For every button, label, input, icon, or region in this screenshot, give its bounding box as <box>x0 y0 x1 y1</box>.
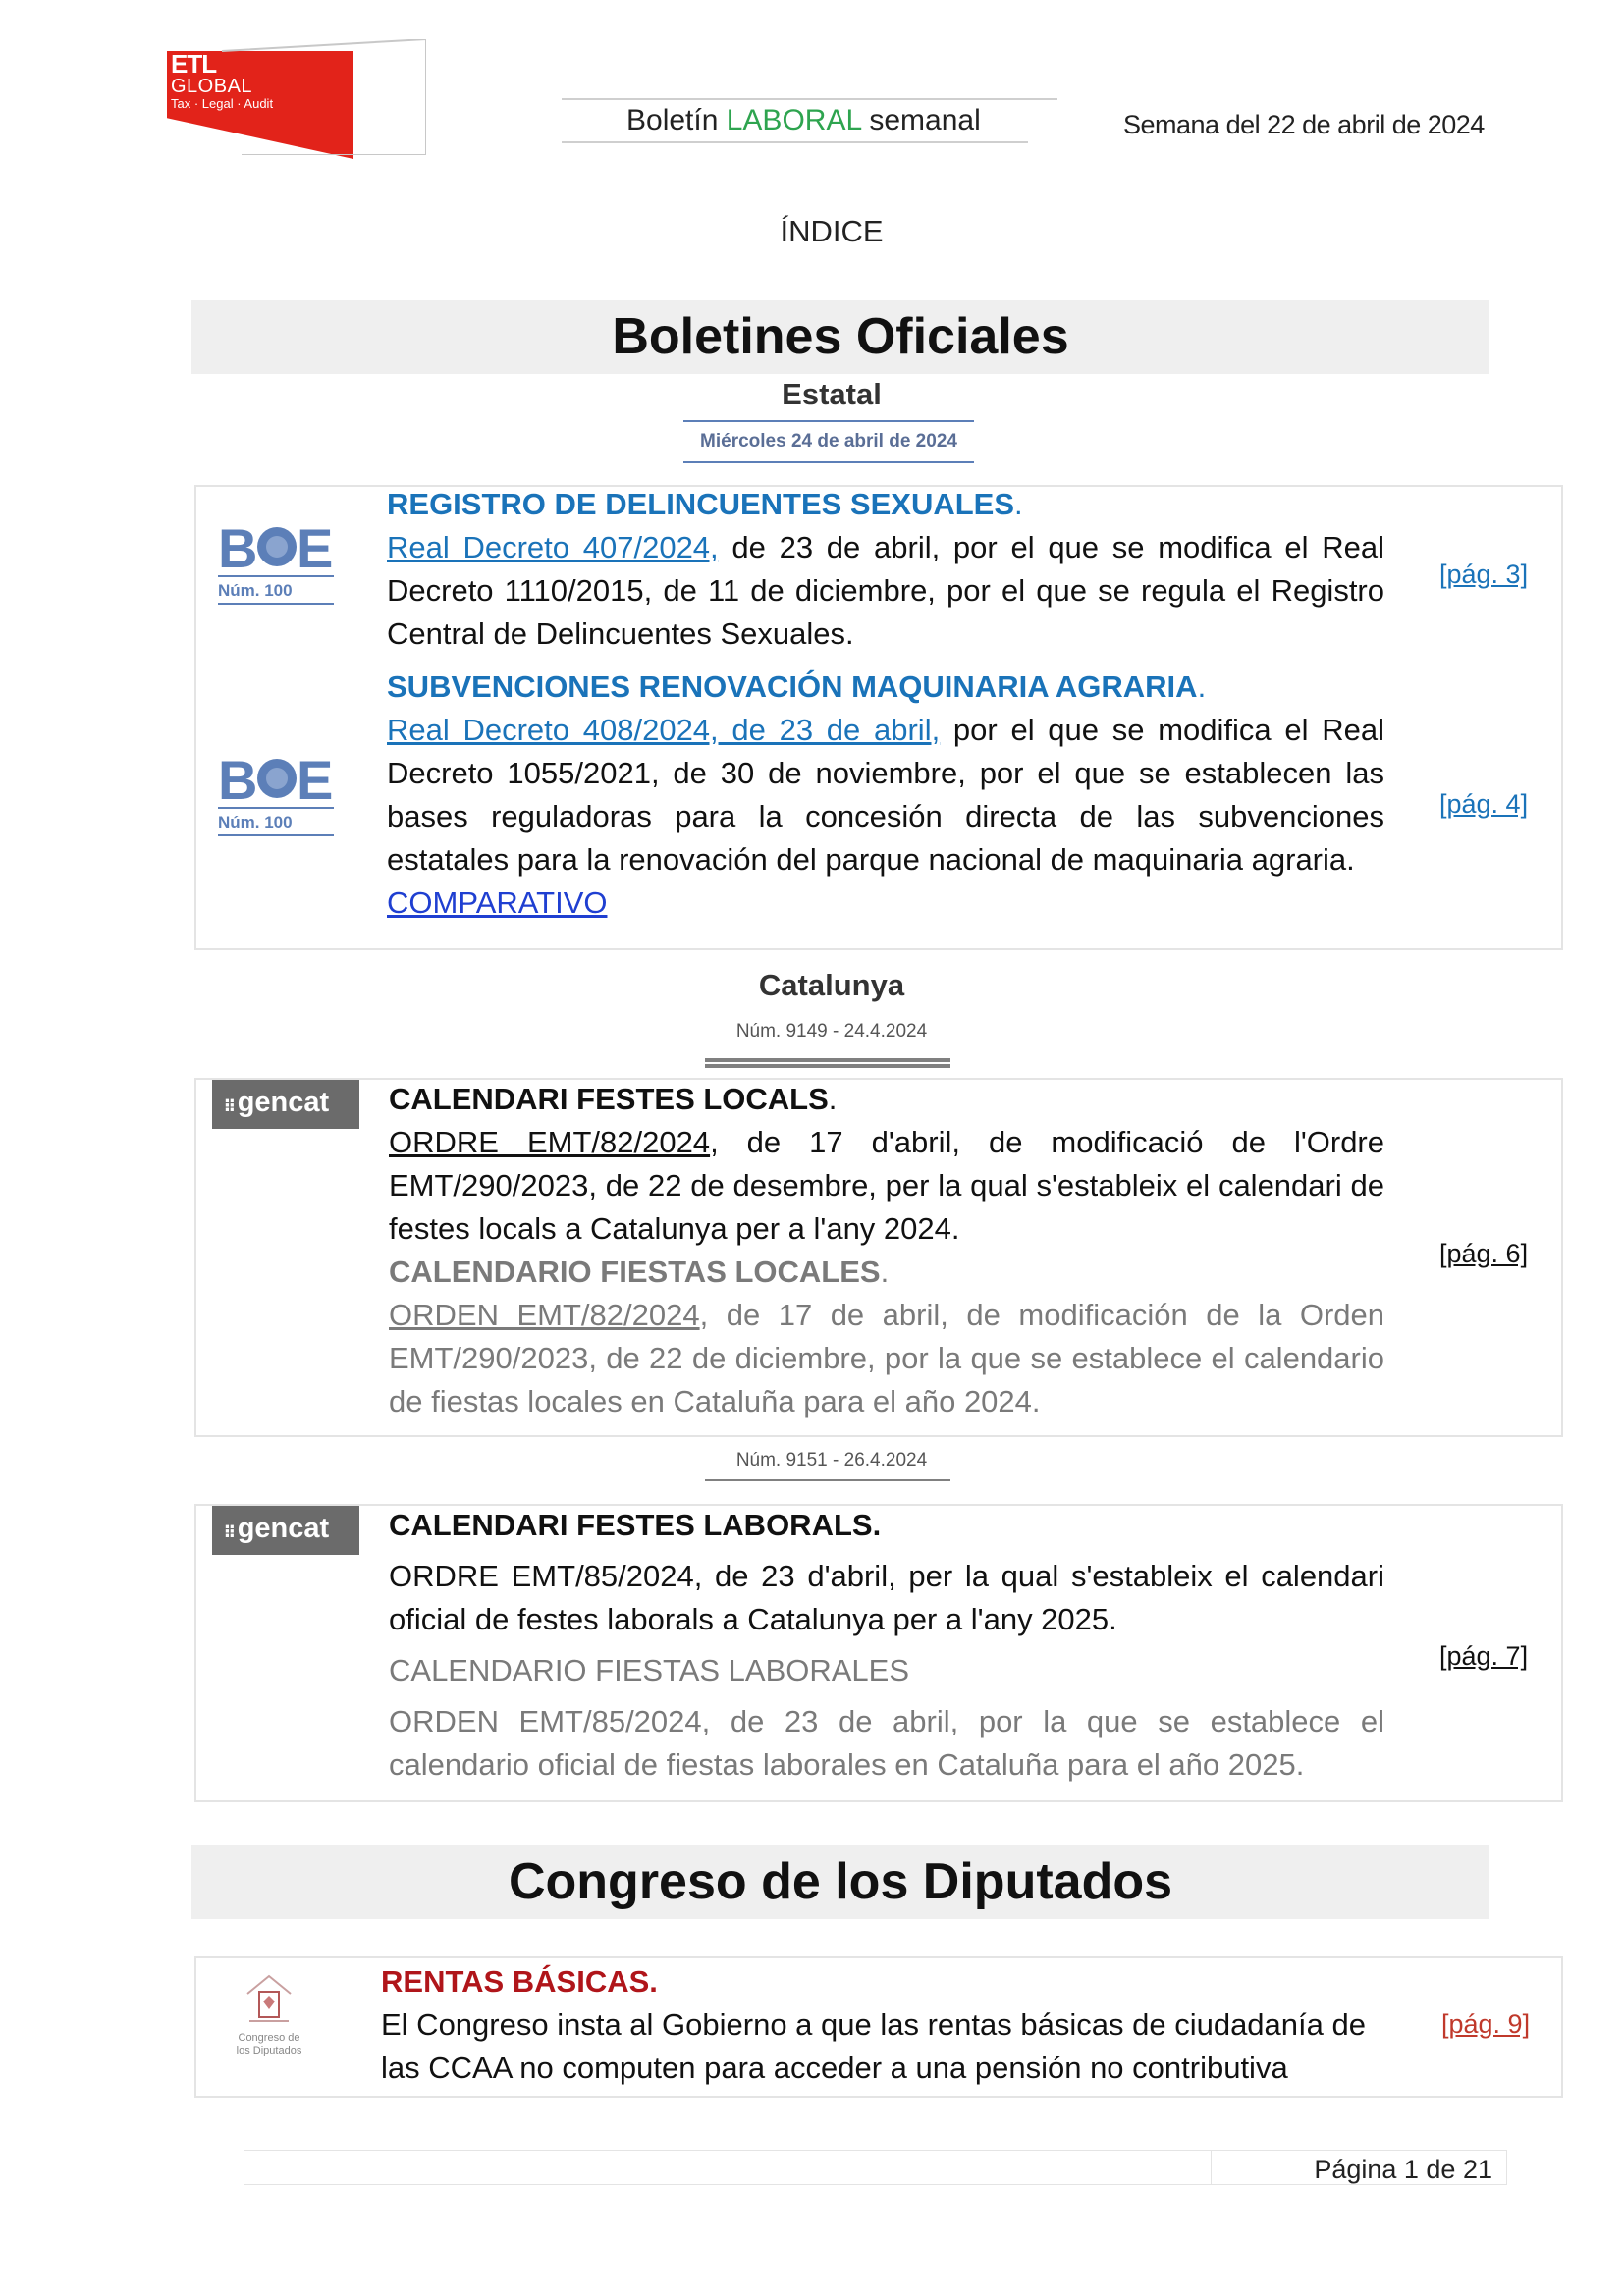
logo-global: GLOBAL <box>171 76 253 97</box>
entry-title: REGISTRO DE DELINCUENTES SEXUALES <box>387 487 1015 521</box>
entry-title-es: CALENDARIO FIESTAS LABORALES <box>389 1653 910 1687</box>
page-number: Página 1 de 21 <box>1314 2155 1492 2184</box>
page-footer <box>244 2150 1507 2185</box>
entry-body: por el que se modifica el Real Decreto 1055/2021, de 30 de noviembre, por el que se establecen las bases reguladoras para la concesión directa de las subvenciones estatales para la renovación del parque nacional de maquinaria agraria. <box>387 713 1384 877</box>
title-pre: Boletín <box>626 104 727 136</box>
comparativo-link[interactable]: COMPARATIVO <box>387 885 608 920</box>
entry-maquinaria: SUBVENCIONES RENOVACIÓN MAQUINARIA AGRARIA. Real Decreto 408/2024, de 23 de abril, por el que se modifica el Real Decreto 1055/2021, de 30 de noviembre, por el que se establecen las bases reguladoras para la concesión directa de las subvenciones estatales para la renovación del parque nacional de maquinaria agraria. COMPARATIVO <box>387 669 1384 920</box>
orden-emt-82-link[interactable]: ORDEN EMT/82/2024 <box>389 1298 700 1332</box>
page-link-6[interactable]: [pág. 6] <box>1439 1239 1529 1268</box>
footer-divider <box>1211 2151 1212 2184</box>
catalunya-entry-box-1 <box>194 1078 1563 1437</box>
estatal-entries-box <box>194 485 1563 950</box>
gencat-logo-text: gencat <box>237 1513 330 1544</box>
week-date: Semana del 22 de abril de 2024 <box>1123 110 1485 139</box>
title-post: semanal <box>861 104 981 136</box>
section-title-boletines: Boletines Oficiales <box>191 300 1489 374</box>
page-link-4[interactable]: [pág. 4] <box>1439 789 1529 819</box>
page-link-9[interactable]: [pág. 9] <box>1441 2009 1531 2039</box>
entry-body: El Congreso insta al Gobierno a que las rentas básicas de ciudadanía de las CCAA no computen para acceder a una pensión no contributiva <box>381 2007 1366 2085</box>
entry-title: SUBVENCIONES RENOVACIÓN MAQUINARIA AGRARIA <box>387 669 1198 704</box>
entry-body-ca: ORDRE EMT/85/2024, de 23 d'abril, per la qual s'estableix el calendari oficial de festes laborals a Catalunya per a l'any 2025. <box>389 1559 1384 1636</box>
congreso-entry-box <box>194 1956 1563 2098</box>
entry-body: de 23 de abril, por el que se modifica el Real Decreto 1110/2015, de 11 de diciembre, por el que se regula el Registro Central de Delincuentes Sexuales. <box>387 530 1385 651</box>
boe-issue-number: Núm. 100 <box>218 575 334 605</box>
bulletin-title <box>562 94 1053 149</box>
index-heading: ÍNDICE <box>780 214 884 248</box>
boe-issue-number: Núm. 100 <box>218 807 334 836</box>
gencat-logo <box>212 1506 359 1555</box>
entry-title-ca: CALENDARI FESTES LABORALS. <box>389 1508 882 1542</box>
entry-title-ca: CALENDARI FESTES LOCALS <box>389 1082 829 1116</box>
congreso-logo-text: Congreso de los Diputados <box>236 2032 302 2056</box>
etl-global-logo <box>167 39 432 162</box>
congreso-emblem-icon <box>240 1972 298 2027</box>
subheading-catalunya: Catalunya <box>758 968 905 1002</box>
title-rule-top <box>562 98 1057 100</box>
page-link-7[interactable]: [pág. 7] <box>1439 1641 1529 1671</box>
svg-text:B: B <box>218 752 254 803</box>
entry-festes-laborals <box>389 1504 1384 1787</box>
subheading-estatal: Estatal <box>782 377 882 411</box>
logo-etl: ETL <box>171 49 217 79</box>
svg-text:B: B <box>218 520 254 571</box>
entry-registro: REGISTRO DE DELINCUENTES SEXUALES. Real Decreto 407/2024, de 23 de abril, por el que se modifica el Real Decreto 1110/2015, de 11 de diciembre, por el que se regula el Registro Central de Delincuentes Sexuales. <box>387 487 1385 651</box>
entry-body-es: ORDEN EMT/85/2024, de 23 de abril, por la que se establece el calendario oficial de fiestas laborales en Cataluña para el año 2025. <box>389 1704 1384 1782</box>
gencat-dots-icon: ⁝⁝ <box>224 1522 234 1541</box>
boe-icon <box>218 520 334 571</box>
svg-text:E: E <box>297 520 334 571</box>
catalunya-entry-box-2 <box>194 1504 1563 1802</box>
entry-body-es: , de 17 de abril, de modificación de la Orden EMT/290/2023, de 22 de diciembre, por la que se establece el calendario de fiestas locales en Cataluña para el año 2024. <box>389 1298 1384 1418</box>
boe-icon <box>218 752 334 803</box>
gencat-dots-icon: ⁝⁝ <box>224 1095 234 1115</box>
real-decreto-407-link[interactable]: Real Decreto 407/2024, <box>387 530 719 564</box>
entry-title: RENTAS BÁSICAS. <box>381 1964 658 1999</box>
gencat-logo <box>212 1080 359 1129</box>
section-title-congreso: Congreso de los Diputados <box>191 1845 1489 1919</box>
boe-logo <box>218 752 334 840</box>
bulletin-title-text <box>626 104 981 137</box>
issue-rule <box>705 1058 950 1068</box>
dogc-issue-9151: Núm. 9151 - 26.4.2024 <box>735 1450 928 1470</box>
title-rule-bottom <box>562 141 1028 143</box>
boe-logo <box>218 520 334 609</box>
logo-text <box>171 51 273 110</box>
estatal-date: Miércoles 24 de abril de 2024 <box>683 420 974 463</box>
page-link-3[interactable]: [pág. 3] <box>1439 560 1529 589</box>
ordre-emt-82-link[interactable]: ORDRE EMT/82/2024 <box>389 1125 711 1159</box>
entry-rentas-basicas <box>381 1960 1392 2090</box>
entry-title-es: CALENDARIO FIESTAS LOCALES <box>389 1255 881 1289</box>
gencat-logo-text: gencat <box>237 1087 330 1118</box>
real-decreto-408-link[interactable]: Real Decreto 408/2024, de 23 de abril, <box>387 713 941 747</box>
entry-festes-locals: CALENDARI FESTES LOCALS. ORDRE EMT/82/2024, de 17 d'abril, de modificació de l'Ordre EMT/290/2023, de 22 de desembre, per la qual s'estableix el calendari de festes locals a Catalunya per a l'any 2024. CALENDARIO FIESTAS LOCALES. ORDEN EMT/82/2024, de 17 de abril, de modificación de la Orden EMT/290/2023, de 22 de diciembre, por la que se establece el calendario de fiestas locales en Cataluña para el año 2024. <box>389 1082 1385 1418</box>
svg-text:E: E <box>297 752 334 803</box>
congreso-logo <box>230 1972 308 2058</box>
issue-rule <box>705 1479 950 1481</box>
entry-body-ca: , de 17 d'abril, de modificació de l'Ordre EMT/290/2023, de 22 de desembre, per la qual s'estableix el calendari de festes locals a Catalunya per a l'any 2024. <box>389 1125 1385 1246</box>
title-accent: LABORAL <box>726 104 862 136</box>
logo-tagline: Tax · Legal · Audit <box>171 96 274 111</box>
dogc-issue-9149: Núm. 9149 - 24.4.2024 <box>735 1021 928 1041</box>
